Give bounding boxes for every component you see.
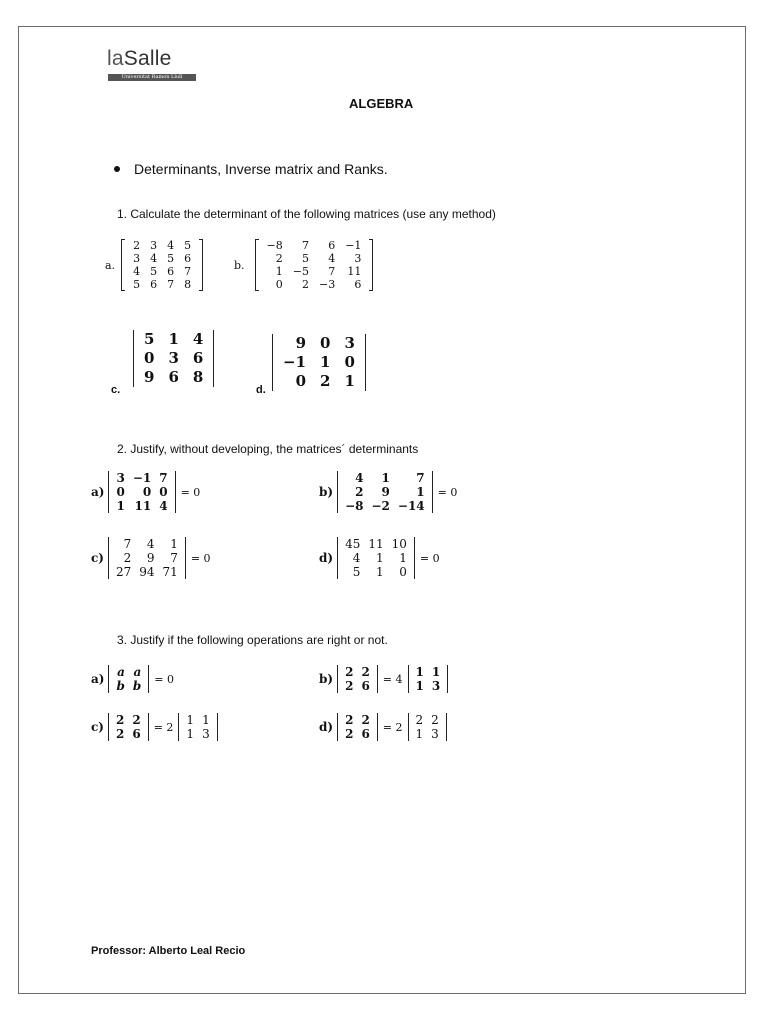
q1-d-label: d. xyxy=(256,384,266,396)
q1-c-label: c. xyxy=(111,384,121,396)
matrix-row xyxy=(412,679,445,693)
matrix-left-edge xyxy=(133,330,134,387)
matrix-cell: 2 xyxy=(431,713,439,727)
matrix-cell: −1 xyxy=(345,239,362,252)
matrix-cell: 0 xyxy=(275,278,283,291)
matrix-cell: 4 xyxy=(167,239,175,252)
matrix-row xyxy=(341,565,411,579)
matrix-left-edge xyxy=(108,665,109,693)
matrix-cell: 2 xyxy=(355,485,364,499)
matrix-entries xyxy=(276,334,362,391)
matrix-entries xyxy=(262,239,367,291)
matrix-cell: 1 xyxy=(415,665,424,679)
q1-item-a xyxy=(105,239,203,291)
matrix-cell: 5 xyxy=(133,278,141,291)
q3-b-equals: = 4 xyxy=(382,672,403,686)
matrix-cell: 1 xyxy=(416,485,425,499)
matrix-cell: 7 xyxy=(184,265,192,278)
matrix-cell: 11 xyxy=(134,499,152,513)
q2-item-d xyxy=(319,537,445,579)
matrix-row xyxy=(128,265,196,278)
matrix-left-edge xyxy=(272,334,273,391)
matrix-cell: 6 xyxy=(132,727,141,741)
matrix-row xyxy=(112,665,145,679)
matrix-entries xyxy=(341,713,374,741)
matrix-cell: 5 xyxy=(150,265,158,278)
matrix-row xyxy=(128,252,196,265)
matrix-cell: 1 xyxy=(381,471,390,485)
matrix-cell: 7 xyxy=(159,471,168,485)
matrix-cell: 1 xyxy=(186,727,195,741)
q3-item-a xyxy=(91,665,179,693)
matrix-cell: 10 xyxy=(391,537,407,551)
matrix-row xyxy=(128,278,196,291)
matrix-row xyxy=(262,239,367,252)
matrix-cell: b xyxy=(132,679,142,693)
matrix-cell: 5 xyxy=(184,239,192,252)
matrix-row xyxy=(341,471,429,485)
matrix-left-edge xyxy=(108,537,109,579)
matrix-row xyxy=(341,551,411,565)
q2-d-label: d) xyxy=(319,551,334,565)
q2-c-determinant xyxy=(108,537,186,579)
matrix-row xyxy=(412,727,443,741)
matrix-cell: 5 xyxy=(352,565,361,579)
lasalle-logo xyxy=(107,47,171,71)
matrix-row xyxy=(112,565,182,579)
matrix-cell: 4 xyxy=(355,471,364,485)
q2-c-equals: = 0 xyxy=(190,551,211,565)
matrix-row xyxy=(262,252,367,265)
matrix-cell: a xyxy=(117,665,125,679)
matrix-cell: 7 xyxy=(170,551,178,565)
q3-item-c xyxy=(91,713,218,741)
matrix-right-edge xyxy=(446,713,447,741)
q1-b-matrix xyxy=(255,239,374,291)
matrix-cell: 6 xyxy=(168,368,179,386)
matrix-left-edge xyxy=(337,665,338,693)
matrix-left-edge xyxy=(255,239,259,291)
matrix-left-edge xyxy=(337,471,338,513)
matrix-cell: 1 xyxy=(344,372,355,390)
matrix-right-edge xyxy=(148,665,149,693)
q2-b-label: b) xyxy=(319,485,334,499)
matrix-cell: 2 xyxy=(301,278,309,291)
q1-item-b xyxy=(234,239,373,291)
page-title: ALGEBRA xyxy=(349,96,414,111)
matrix-cell: 1 xyxy=(376,565,384,579)
matrix-left-edge xyxy=(178,713,179,741)
matrix-row xyxy=(341,713,374,727)
matrix-cell: 4 xyxy=(133,265,141,278)
matrix-row xyxy=(341,665,374,679)
matrix-cell: 9 xyxy=(295,334,307,352)
matrix-cell: 9 xyxy=(381,485,390,499)
matrix-cell: 2 xyxy=(123,551,132,565)
matrix-right-edge xyxy=(365,334,366,391)
matrix-cell: 0 xyxy=(116,485,125,499)
matrix-cell: 2 xyxy=(345,713,354,727)
matrix-cell: 1 xyxy=(431,665,441,679)
matrix-cell: 4 xyxy=(328,252,336,265)
matrix-row xyxy=(112,499,171,513)
matrix-left-edge xyxy=(121,239,125,291)
q2-c-label: c) xyxy=(91,551,104,565)
matrix-row xyxy=(128,239,196,252)
matrix-row xyxy=(341,499,429,513)
q2-d-equals: = 0 xyxy=(419,551,440,565)
matrix-cell: 0 xyxy=(344,353,355,371)
matrix-cell: 4 xyxy=(150,252,158,265)
q1-c-determinant xyxy=(133,330,214,387)
matrix-cell: 1 xyxy=(168,330,179,348)
matrix-cell: 7 xyxy=(167,278,175,291)
matrix-cell: 3 xyxy=(344,334,355,352)
q3-c-determinant-left xyxy=(108,713,149,741)
logo-subtitle-bar: Universitat Ramon Llull xyxy=(108,74,196,81)
matrix-cell: 4 xyxy=(159,499,168,513)
matrix-cell: 3 xyxy=(431,679,441,693)
matrix-row xyxy=(276,372,362,391)
matrix-cell: 2 xyxy=(115,727,125,741)
q1-a-matrix xyxy=(121,239,203,291)
q3-d-label: d) xyxy=(319,720,334,734)
q3-d-determinant-left xyxy=(337,713,378,741)
matrix-row xyxy=(137,349,210,368)
logo-text-salle: Salle xyxy=(123,47,172,70)
matrix-cell: 1 xyxy=(275,265,283,278)
q2-a-determinant xyxy=(108,471,175,513)
matrix-cell: 3 xyxy=(202,727,210,741)
matrix-cell: 6 xyxy=(184,252,192,265)
matrix-cell: 1 xyxy=(320,353,331,371)
matrix-cell: 2 xyxy=(275,252,283,265)
matrix-cell: 1 xyxy=(415,727,424,741)
professor-name: Professor: Alberto Leal Recio xyxy=(91,945,246,957)
matrix-right-edge xyxy=(414,537,415,579)
matrix-cell: 0 xyxy=(142,485,152,499)
q2-b-equals: = 0 xyxy=(437,485,458,499)
matrix-cell: 0 xyxy=(159,485,168,499)
matrix-left-edge xyxy=(408,713,409,741)
question-3-text: 3. Justify if the following operations are right or not. xyxy=(117,633,388,647)
matrix-row xyxy=(112,679,145,693)
matrix-row xyxy=(182,713,213,727)
matrix-row xyxy=(112,485,171,499)
matrix-cell: 11 xyxy=(368,537,384,551)
matrix-cell: −3 xyxy=(318,278,336,291)
q2-b-determinant xyxy=(337,471,433,513)
matrix-cell: 2 xyxy=(361,665,370,679)
matrix-cell: 4 xyxy=(146,537,155,551)
matrix-cell: 94 xyxy=(139,565,155,579)
q3-d-determinant-right xyxy=(408,713,447,741)
matrix-entries xyxy=(182,713,213,741)
matrix-cell: 45 xyxy=(345,537,361,551)
matrix-cell: −2 xyxy=(371,499,390,513)
section-heading: Determinants, Inverse matrix and Ranks. xyxy=(134,161,388,177)
matrix-row xyxy=(112,713,145,727)
matrix-cell: −14 xyxy=(397,499,425,513)
q3-b-determinant-left xyxy=(337,665,378,693)
matrix-cell: 1 xyxy=(116,499,125,513)
matrix-entries xyxy=(137,330,210,387)
q3-a-label: a) xyxy=(91,672,105,686)
matrix-cell: 6 xyxy=(361,679,370,693)
q2-item-b xyxy=(319,471,462,513)
matrix-cell: 71 xyxy=(162,565,178,579)
matrix-cell: 2 xyxy=(361,713,370,727)
logo-text-la: la xyxy=(107,47,124,70)
q2-item-a xyxy=(91,471,205,513)
matrix-cell: 6 xyxy=(167,265,175,278)
matrix-row xyxy=(412,713,443,727)
matrix-cell: 3 xyxy=(168,349,179,367)
q3-item-d xyxy=(319,713,447,741)
matrix-cell: 4 xyxy=(192,330,204,348)
matrix-row xyxy=(341,485,429,499)
q1-item-d xyxy=(272,334,366,391)
matrix-row xyxy=(341,679,374,693)
matrix-left-edge xyxy=(337,537,338,579)
matrix-cell: 1 xyxy=(170,537,178,551)
matrix-entries xyxy=(112,537,182,579)
q3-a-determinant xyxy=(108,665,149,693)
q2-a-equals: = 0 xyxy=(180,485,201,499)
matrix-cell: 7 xyxy=(301,239,309,252)
matrix-entries xyxy=(341,537,411,579)
matrix-cell: 3 xyxy=(133,252,141,265)
matrix-row xyxy=(341,727,374,741)
matrix-row xyxy=(112,727,145,741)
matrix-cell: 1 xyxy=(376,551,384,565)
q3-c-label: c) xyxy=(91,720,104,734)
matrix-cell: −5 xyxy=(292,265,309,278)
matrix-row xyxy=(137,330,210,349)
matrix-right-edge xyxy=(185,537,186,579)
matrix-cell: 9 xyxy=(144,368,155,386)
matrix-row xyxy=(112,537,182,551)
matrix-cell: −8 xyxy=(266,239,283,252)
matrix-left-edge xyxy=(337,713,338,741)
matrix-entries xyxy=(341,471,429,513)
matrix-row xyxy=(112,551,182,565)
matrix-cell: 2 xyxy=(345,665,354,679)
matrix-right-edge xyxy=(432,471,433,513)
matrix-right-edge xyxy=(175,471,176,513)
q1-d-determinant xyxy=(272,334,366,391)
q3-b-label: b) xyxy=(319,672,334,686)
matrix-cell: 6 xyxy=(192,349,204,367)
matrix-row xyxy=(341,537,411,551)
q2-a-label: a) xyxy=(91,485,105,499)
question-2-text: 2. Justify, without developing, the matrices´ determinants xyxy=(117,442,419,456)
q1-b-label: b. xyxy=(234,258,245,272)
q3-c-determinant-right xyxy=(178,713,217,741)
matrix-cell: 2 xyxy=(132,713,141,727)
matrix-right-edge xyxy=(199,239,203,291)
matrix-row xyxy=(112,471,171,485)
q3-item-b xyxy=(319,665,448,693)
matrix-cell: 1 xyxy=(202,713,210,727)
matrix-row xyxy=(262,265,367,278)
matrix-cell: 2 xyxy=(415,713,424,727)
matrix-row xyxy=(262,278,367,291)
matrix-cell: 7 xyxy=(123,537,132,551)
matrix-entries xyxy=(112,713,145,741)
matrix-cell: 3 xyxy=(150,239,158,252)
matrix-cell: 0 xyxy=(399,565,407,579)
matrix-cell: 6 xyxy=(328,239,336,252)
matrix-right-edge xyxy=(213,330,214,387)
matrix-cell: 2 xyxy=(345,727,354,741)
matrix-cell: 5 xyxy=(167,252,175,265)
matrix-right-edge xyxy=(447,665,448,693)
document-page xyxy=(18,26,746,994)
q3-b-determinant-right xyxy=(408,665,449,693)
matrix-cell: 5 xyxy=(144,330,155,348)
matrix-cell: −8 xyxy=(345,499,364,513)
matrix-cell: 0 xyxy=(320,334,331,352)
matrix-entries xyxy=(412,713,443,741)
matrix-cell: 11 xyxy=(347,265,362,278)
matrix-entries xyxy=(112,471,171,513)
q3-c-equals: = 2 xyxy=(153,720,174,734)
matrix-cell: 6 xyxy=(150,278,158,291)
matrix-right-edge xyxy=(369,239,373,291)
matrix-cell: 9 xyxy=(146,551,155,565)
matrix-row xyxy=(276,334,362,353)
matrix-cell: 1 xyxy=(415,679,424,693)
matrix-cell: a xyxy=(133,665,142,679)
matrix-cell: 1 xyxy=(399,551,407,565)
matrix-entries xyxy=(128,239,196,291)
q1-a-label: a. xyxy=(105,258,116,272)
matrix-row xyxy=(412,665,445,679)
bullet-icon xyxy=(114,166,120,172)
matrix-cell: 1 xyxy=(186,713,195,727)
matrix-cell: −1 xyxy=(283,353,307,371)
matrix-cell: 8 xyxy=(192,368,204,386)
matrix-cell: 6 xyxy=(361,727,370,741)
matrix-left-edge xyxy=(408,665,409,693)
matrix-cell: 7 xyxy=(416,471,425,485)
matrix-right-edge xyxy=(217,713,218,741)
matrix-right-edge xyxy=(377,665,378,693)
matrix-entries xyxy=(341,665,374,693)
matrix-cell: 5 xyxy=(301,252,309,265)
matrix-cell: 3 xyxy=(354,252,362,265)
question-1-text: 1. Calculate the determinant of the following matrices (use any method) xyxy=(117,207,496,221)
matrix-row xyxy=(276,353,362,372)
matrix-cell: 3 xyxy=(116,471,125,485)
matrix-entries xyxy=(412,665,445,693)
matrix-left-edge xyxy=(108,471,109,513)
matrix-cell: 3 xyxy=(431,727,439,741)
matrix-right-edge xyxy=(148,713,149,741)
section-bullet xyxy=(114,161,388,177)
matrix-cell: −1 xyxy=(132,471,152,485)
matrix-cell: 7 xyxy=(328,265,336,278)
q1-item-c xyxy=(133,330,214,387)
matrix-cell: 27 xyxy=(115,565,132,579)
matrix-row xyxy=(182,727,213,741)
q3-d-equals: = 2 xyxy=(382,720,403,734)
matrix-cell: 2 xyxy=(345,679,354,693)
matrix-left-edge xyxy=(108,713,109,741)
matrix-cell: 4 xyxy=(352,551,361,565)
matrix-row xyxy=(137,368,210,387)
matrix-cell: 8 xyxy=(184,278,192,291)
matrix-cell: b xyxy=(116,679,125,693)
matrix-cell: 2 xyxy=(133,239,141,252)
q3-a-equals: = 0 xyxy=(154,672,174,686)
matrix-right-edge xyxy=(377,713,378,741)
matrix-cell: 2 xyxy=(115,713,125,727)
q2-item-c xyxy=(91,537,216,579)
matrix-cell: 2 xyxy=(320,372,331,390)
q2-d-determinant xyxy=(337,537,415,579)
matrix-cell: 0 xyxy=(295,372,307,390)
matrix-cell: 0 xyxy=(144,349,155,367)
matrix-entries xyxy=(112,665,145,693)
matrix-cell: 6 xyxy=(354,278,362,291)
